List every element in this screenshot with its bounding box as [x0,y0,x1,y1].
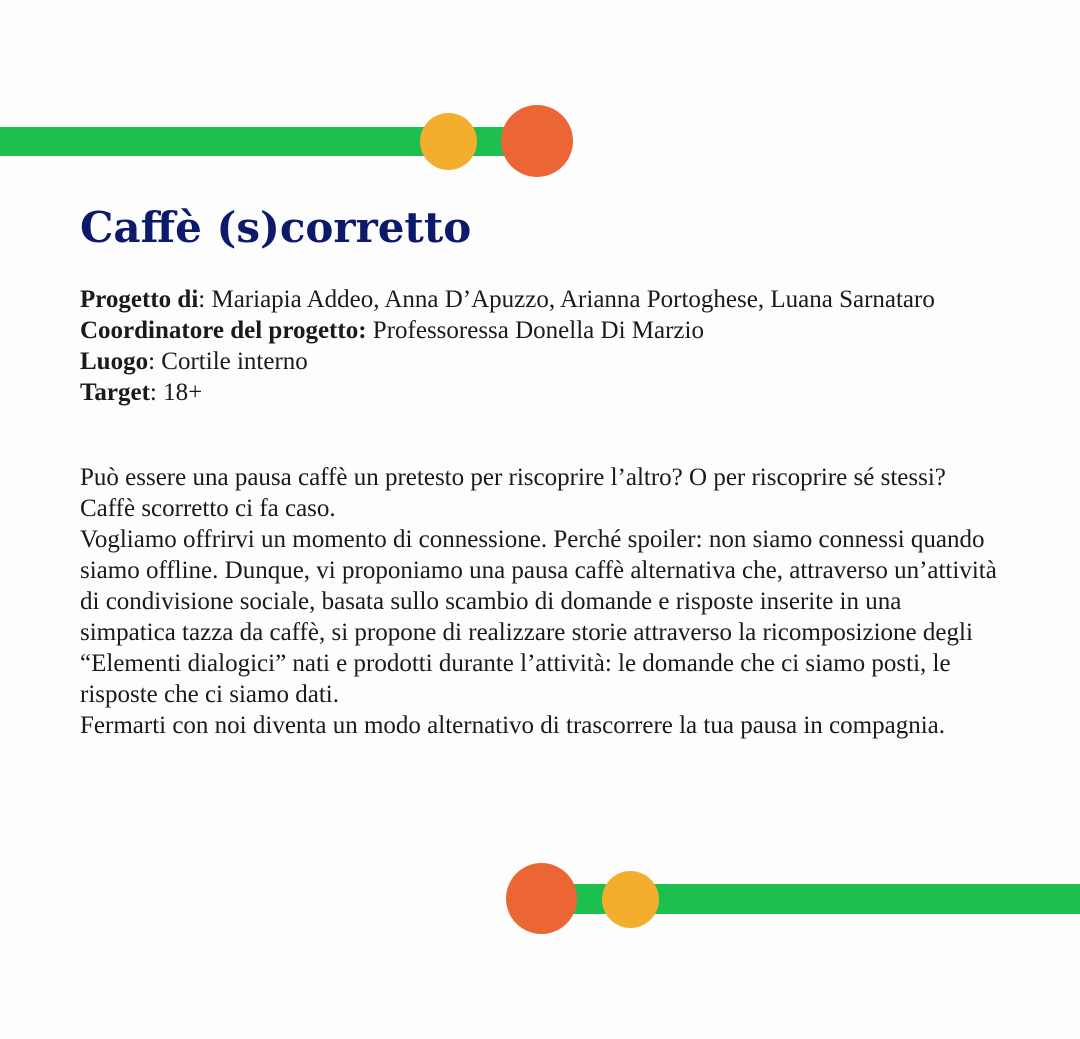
top-orange-dot [501,105,573,177]
info-row-location: Luogo: Cortile interno [80,348,308,375]
info-label: Coordinatore del progetto: [80,317,367,344]
info-value: 18+ [156,379,203,406]
bottom-orange-dot [506,863,577,934]
info-label: Progetto di [80,286,199,313]
info-value: Mariapia Addeo, Anna D’Apuzzo, Arianna Portoghese, Luana Sarnataro [205,286,935,313]
info-value: Professoressa Donella Di Marzio [366,317,704,344]
info-row-target: Target: 18+ [80,379,203,406]
info-label: Target [80,379,150,406]
bottom-yellow-dot [602,871,659,928]
page-title: Caffè (s)corretto [80,203,472,252]
paragraph: Vogliamo offrirvi un momento di connessione. Perché spoiler: non siamo connessi quando siamo offline. Dunque, vi proponiamo una pausa caffè alternativa che, attraverso un’attività di condivisione sociale, basata sullo scambio di domande e risposte inserite in una simpatica tazza da caffè, si propone di realizzare storie attraverso la ricomposizione degli “Elementi dialogici” nati e prodotti durante l’attività: le domande che ci siamo posti, le risposte che ci siamo dati. [80,526,997,708]
paragraph: Fermarti con noi diventa un modo alternativo di trascorrere la tua pausa in compagnia. [80,712,945,739]
info-label: Luogo [80,348,149,375]
description [80,462,1000,741]
info-row-coordinator [80,315,980,346]
info-value: Cortile interno [155,348,308,375]
project-info [80,284,980,408]
paragraph: Può essere una pausa caffè un pretesto per riscoprire l’altro? O per riscoprire sé stessi? Caffè scorretto ci fa caso. [80,464,946,522]
info-row-authors: Progetto di: Mariapia Addeo, Anna D’Apuzzo, Arianna Portoghese, Luana Sarnataro [80,286,935,313]
top-yellow-dot [420,113,477,170]
